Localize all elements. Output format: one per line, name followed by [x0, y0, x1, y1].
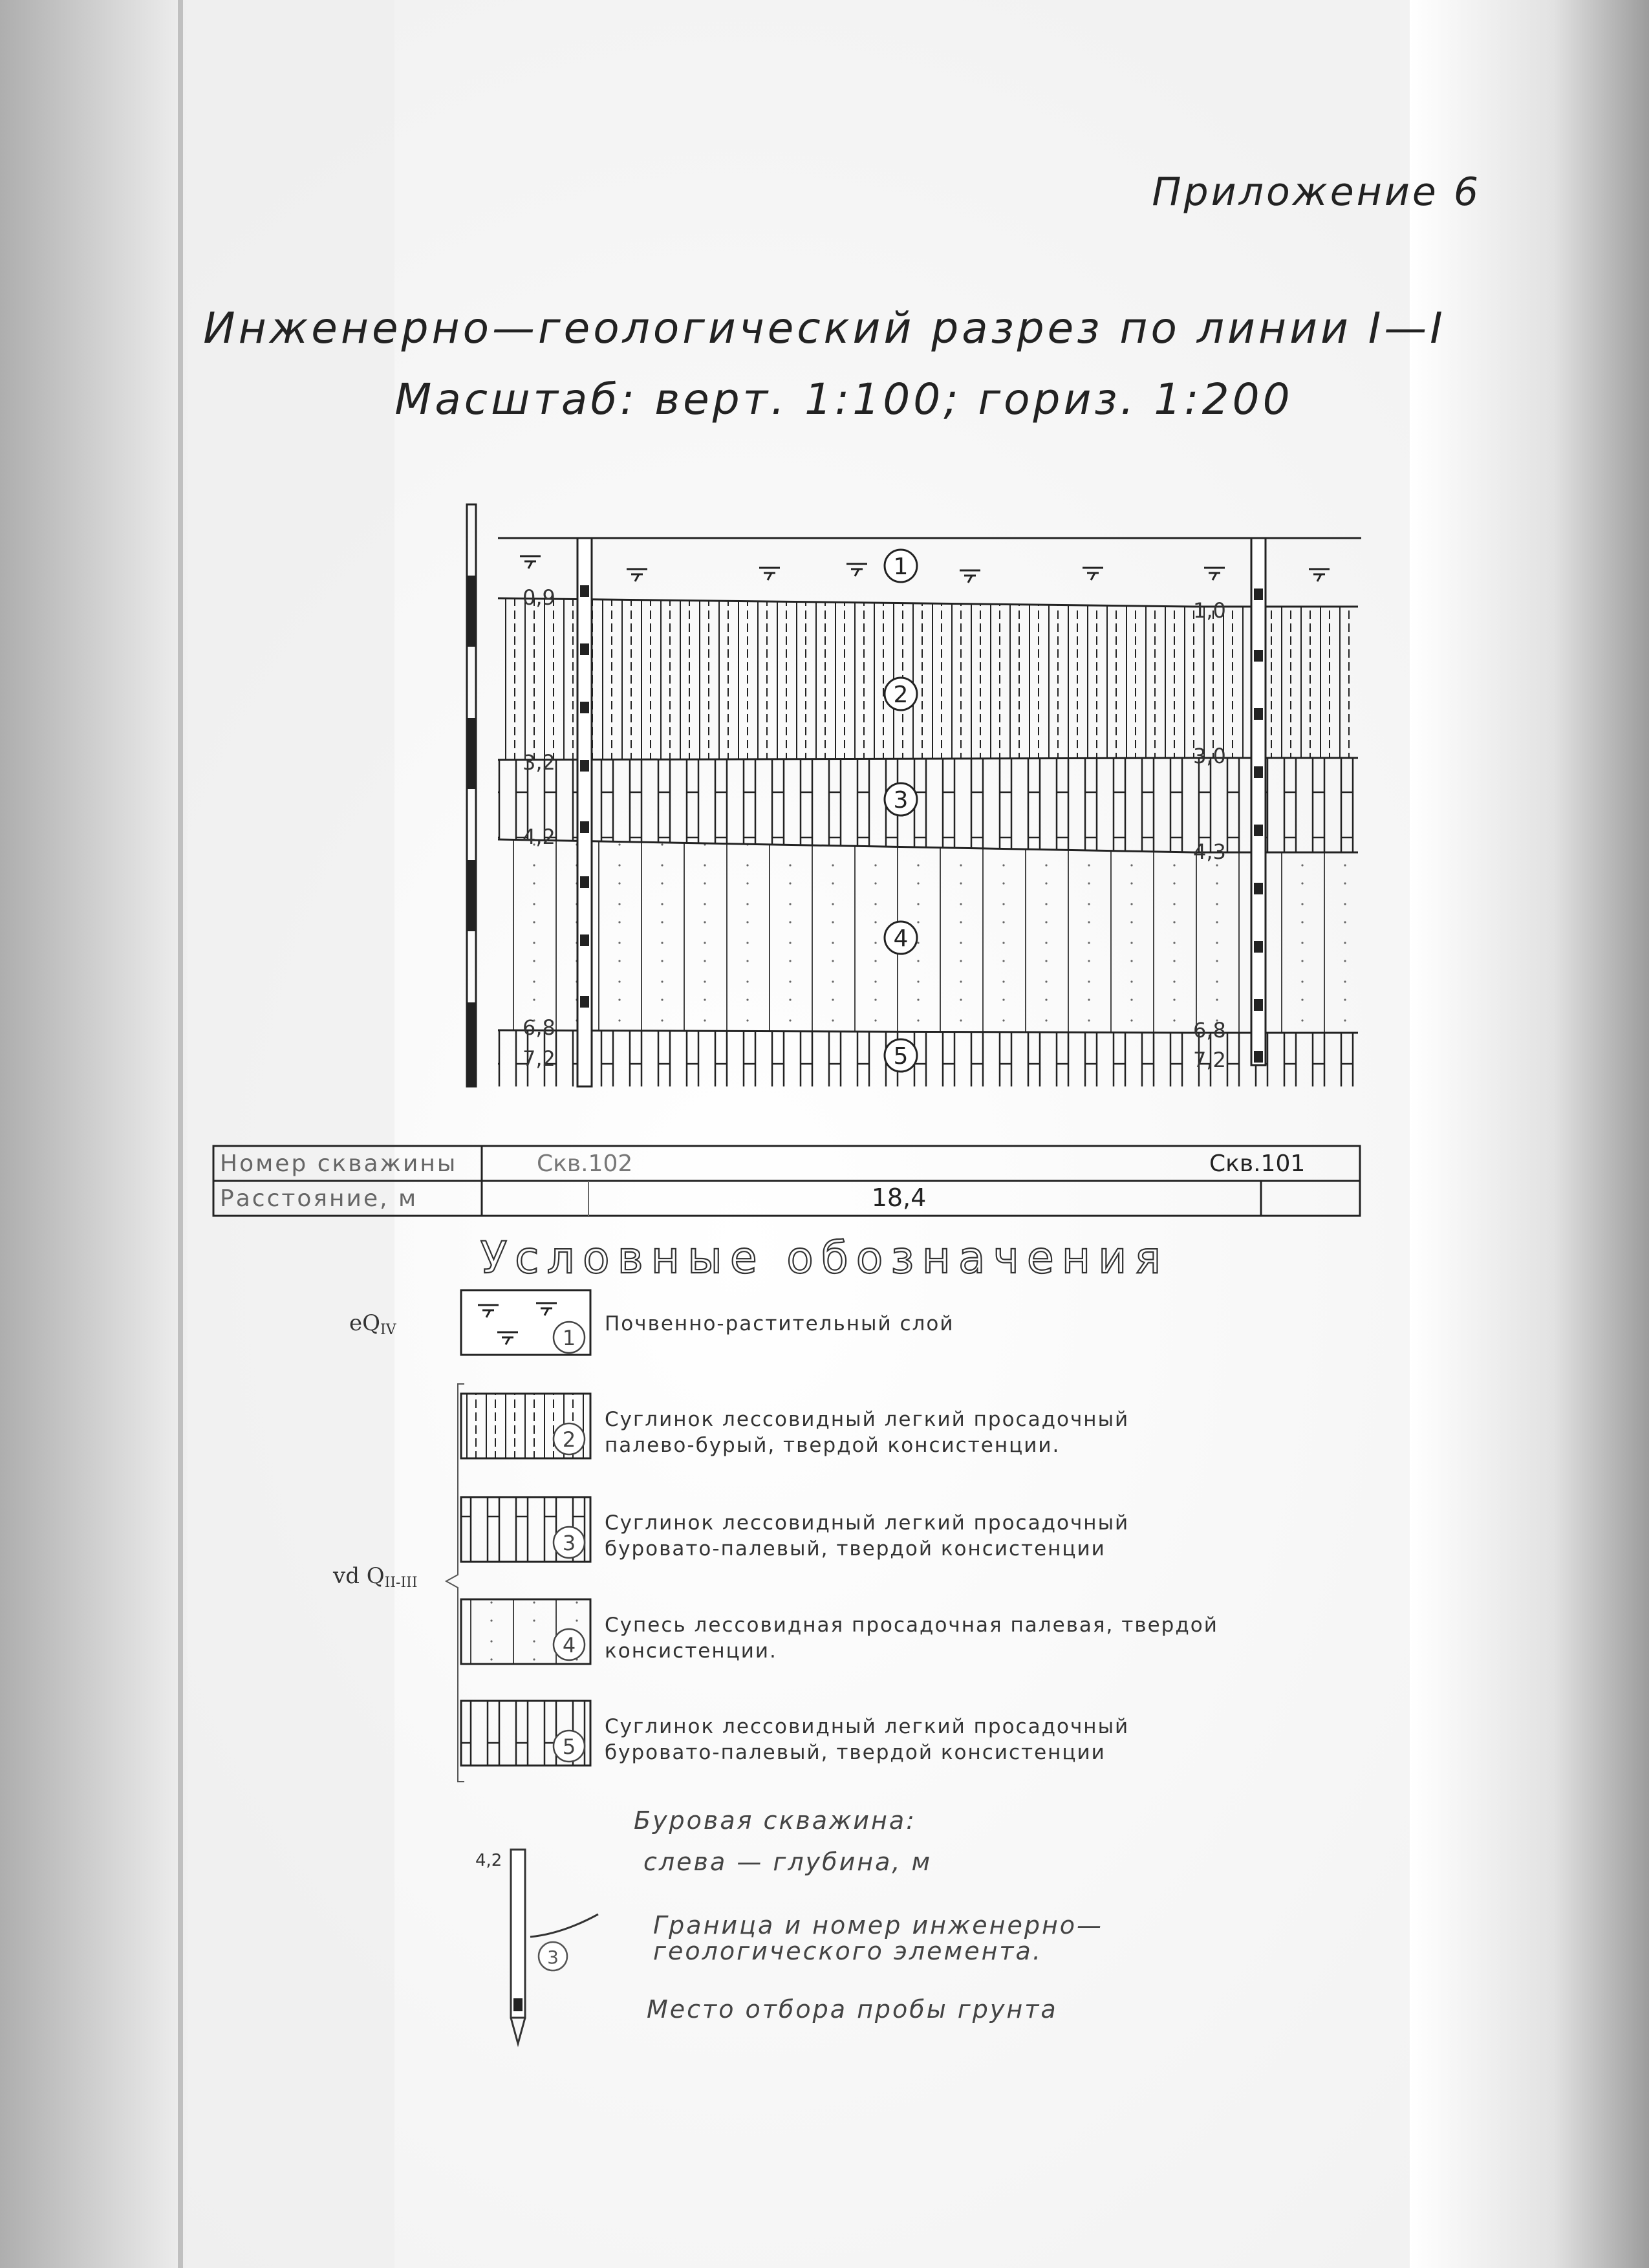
borehole-right [1251, 538, 1266, 1065]
borehole-left [577, 538, 592, 1086]
legend-item-1 [461, 1290, 954, 1355]
layer-number: 2 [893, 682, 909, 708]
distance-value: 18,4 [871, 1183, 927, 1212]
scale-line: Масштаб: верт. 1:100; гориз. 1:200 [394, 374, 1293, 424]
legend-item-2 [461, 1394, 1129, 1458]
legend-text: Суглинок лессовидный легкий просадочный [605, 1715, 1130, 1738]
left-depth-label: 0,9 [523, 585, 555, 610]
borehole-left-name: Скв.102 [537, 1150, 633, 1177]
key-sample: Место отбора пробы грунта [647, 1995, 1058, 2024]
section-title: Инженерно—геологический разрез по линии I—I [203, 303, 1446, 353]
borehole-key [475, 1806, 1103, 2044]
left-depth-label: 6,8 [523, 1015, 555, 1040]
cross-section [467, 504, 1361, 1086]
legend-number: 1 [562, 1326, 576, 1350]
legend-text: Почвенно-растительный слой [605, 1312, 954, 1335]
key-layer-example: 3 [547, 1947, 559, 1968]
stratigraphic-index-group: vd QII-III [333, 1563, 418, 1591]
left-depth-label: 7,2 [523, 1046, 555, 1071]
soil-symbols-layer-1 [520, 556, 1330, 583]
right-depth-label: 4,3 [1193, 839, 1226, 864]
layer-number: 3 [893, 787, 909, 814]
legend-item-3 [461, 1497, 1129, 1562]
stratigraphic-index-top: eQIV [349, 1310, 396, 1338]
borehole-info-table [213, 1146, 1360, 1216]
layer-number: 4 [893, 925, 909, 952]
borehole-right-name: Скв.101 [1209, 1150, 1306, 1177]
legend-text: палево-бурый, твердой консистенции. [605, 1434, 1061, 1457]
legend-text: буровато-палевый, твердой консистенции [605, 1741, 1106, 1764]
key-depth-example: 4,2 [475, 1851, 502, 1870]
left-depth-label: 3,2 [523, 750, 555, 775]
appendix-label: Приложение 6 [1152, 169, 1481, 215]
legend-text: консистенции. [605, 1639, 777, 1663]
legend-number: 2 [562, 1427, 576, 1452]
layer-5-fill [498, 1030, 1358, 1086]
right-depth-label: 1,0 [1193, 598, 1226, 623]
layer-number: 1 [893, 554, 909, 580]
layer-3-fill [498, 758, 1358, 852]
legend-text: Суглинок лессовидный легкий просадочный [605, 1408, 1130, 1431]
legend-number: 3 [562, 1531, 576, 1555]
legend-number: 4 [562, 1633, 576, 1658]
legend-text: Супесь лессовидная просадочная палевая, твердой [605, 1614, 1218, 1637]
key-title: Буровая скважина: [634, 1806, 916, 1835]
legend-item-4 [461, 1599, 1218, 1664]
right-depth-label: 7,2 [1193, 1048, 1226, 1072]
left-depth-label: 4,2 [523, 825, 555, 849]
key-left-note: слева — глубина, м [643, 1848, 932, 1876]
right-depth-label: 6,8 [1193, 1018, 1226, 1042]
vertical-scale-ruler [467, 504, 476, 1086]
legend-text: буровато-палевый, твердой консистенции [605, 1537, 1106, 1561]
table-row-label-distance: Расстояние, м [220, 1185, 418, 1212]
key-boundary-line2: геологического элемента. [653, 1937, 1042, 1965]
legend-text: Суглинок лессовидный легкий просадочный [605, 1511, 1130, 1535]
right-depth-label: 3,0 [1193, 744, 1226, 768]
layer-number: 5 [893, 1043, 909, 1070]
legend-number: 5 [562, 1734, 576, 1759]
table-row-label-boreholes: Номер скважины [220, 1150, 458, 1177]
layer-4-fill [498, 839, 1358, 1033]
legend-item-5 [461, 1701, 1129, 1766]
key-boundary-line1: Граница и номер инженерно— [653, 1911, 1104, 1939]
layer-2-fill [498, 598, 1358, 760]
legend-heading: Условные обозначения [480, 1233, 1169, 1284]
